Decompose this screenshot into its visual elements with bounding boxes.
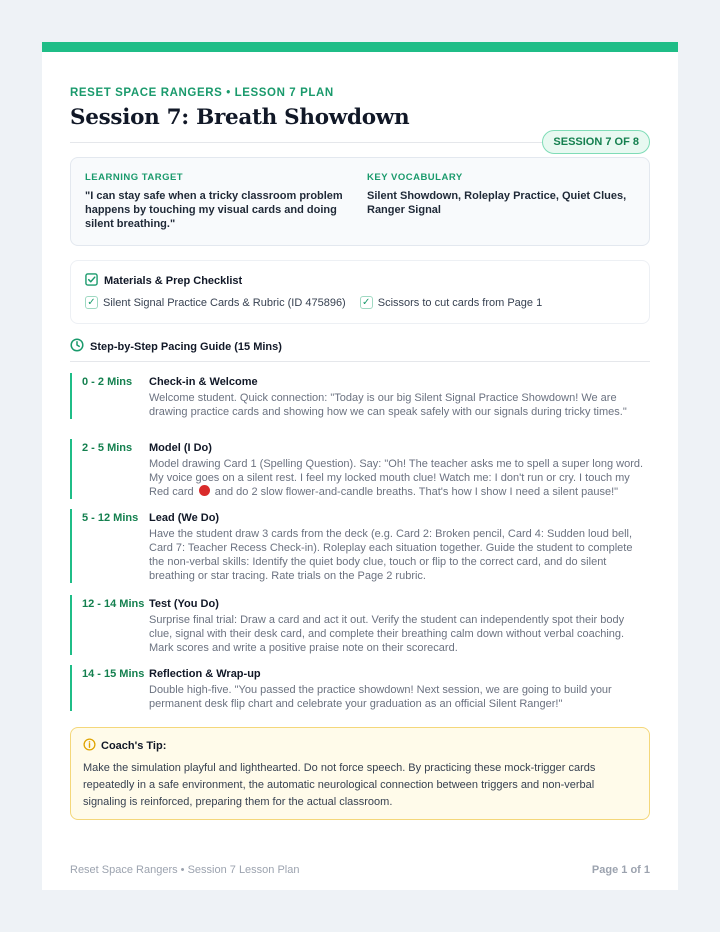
checklist-icon [85, 273, 98, 289]
eyebrow-label: RESET SPACE RANGERS • LESSON 7 PLAN [70, 87, 334, 99]
checklist-header [85, 273, 635, 289]
step-description-part: and do 2 slow flower-and-candle breaths. That's how I show I need a silent pause!" [214, 486, 619, 498]
step-check-in [70, 373, 650, 419]
step-title: Reflection & Wrap-up [149, 668, 261, 680]
coach-tip-text: Make the simulation playful and lighthearted. Do not force speech. By practicing these mock-trigger cards repeatedly in a safe environment, the automatic neurological connection between triggers and non-verbal signaling is reinforced, preparing them for the actual classroom. [83, 762, 596, 808]
step-description: Have the student draw 3 cards from the deck (e.g. Card 2: Broken pencil, Card 4: Sudden loud bell, Card 7: Teacher Recess Check-in). Roleplay each situation together. Guide the student to complete the non-verbal skills: Identify the quiet body clue, touch or flip to the correct card, and do silent breathing or star tracing. Rate trials on the Page 2 rubric. [149, 528, 633, 582]
info-icon [83, 738, 96, 754]
vocabulary-column [367, 172, 635, 231]
footer-left-text: Reset Space Rangers • Session 7 Lesson Plan [70, 864, 300, 876]
session-badge: SESSION 7 OF 8 [542, 130, 650, 154]
coach-tip-title: Coach's Tip: [101, 740, 167, 752]
step-description: Double high-five. "You passed the practice showdown! Next session, we are going to build your permanent desk flip chart and celebrate your graduation as an official Silent Ranger!" [149, 684, 612, 710]
step-description: Welcome student. Quick connection: "Today is our big Silent Signal Practice Showdown! We are drawing practice cards and showing how we can speak safely with our signals during tricky times." [149, 392, 627, 418]
learning-target-label: LEARNING TARGET [85, 172, 184, 183]
page-footer [70, 864, 650, 876]
checklist-item-scissors[interactable] [360, 296, 542, 309]
learning-target-box [70, 157, 650, 246]
checklist-item-label: Silent Signal Practice Cards & Rubric (ID 475896) [103, 296, 346, 309]
step-description: Surprise final trial: Draw a card and act it out. Verify the student can independently spot their body clue, signal with their desk card, and complete their breathing calm down without verbal coaching. Mark scores and write a positive praise note on their scorecard. [149, 614, 625, 654]
checkbox-checked-icon[interactable]: ✓ [85, 296, 98, 309]
step-title: Model (I Do) [149, 442, 212, 454]
step-test [70, 595, 650, 655]
vocabulary-label: KEY VOCABULARY [367, 172, 463, 183]
step-reflection [70, 665, 650, 711]
materials-checklist [70, 260, 650, 324]
step-time: 0 - 2 Mins [82, 376, 133, 388]
pacing-guide-header [70, 338, 650, 362]
pacing-guide-title: Step-by-Step Pacing Guide (15 Mins) [90, 340, 282, 353]
pacing-steps [70, 373, 650, 711]
coach-tip-header [83, 738, 637, 754]
page-title: Session 7: Breath Showdown [70, 105, 410, 130]
lesson-plan-page [42, 42, 678, 890]
checkbox-checked-icon[interactable]: ✓ [360, 296, 373, 309]
accent-bar [42, 42, 678, 52]
step-title: Check-in & Welcome [149, 376, 258, 388]
coach-tip-box [70, 727, 650, 820]
checklist-item-cards[interactable] [85, 296, 346, 309]
step-title: Test (You Do) [149, 598, 219, 610]
page-number: Page 1 of 1 [591, 864, 650, 876]
step-lead [70, 509, 650, 583]
step-description [149, 457, 650, 499]
step-time: 2 - 5 Mins [82, 442, 133, 454]
learning-target-column [85, 172, 349, 231]
step-title: Lead (We Do) [149, 512, 220, 524]
red-card-icon [199, 485, 210, 496]
step-time: 12 - 14 Mins [82, 598, 145, 610]
vocabulary-text: Silent Showdown, Roleplay Practice, Quiet Clues, Ranger Signal [367, 190, 627, 216]
step-model [70, 439, 650, 499]
step-description-part: Model drawing Card 1 (Spelling Question). Say: "Oh! The teacher asks me to spell a super long word. My voice goes on a silent rest. I feel my locked mouth clue! Watch me: I don't run or cry. I touch my Red card [149, 458, 644, 498]
clock-icon [70, 338, 84, 355]
learning-target-text: "I can stay safe when a tricky classroom problem happens by touching my visual cards and doing silent breathing." [85, 190, 343, 230]
checklist-item-label: Scissors to cut cards from Page 1 [377, 296, 543, 309]
step-time: 5 - 12 Mins [82, 512, 139, 524]
step-time: 14 - 15 Mins [82, 668, 145, 680]
checklist-title: Materials & Prep Checklist [104, 275, 243, 287]
